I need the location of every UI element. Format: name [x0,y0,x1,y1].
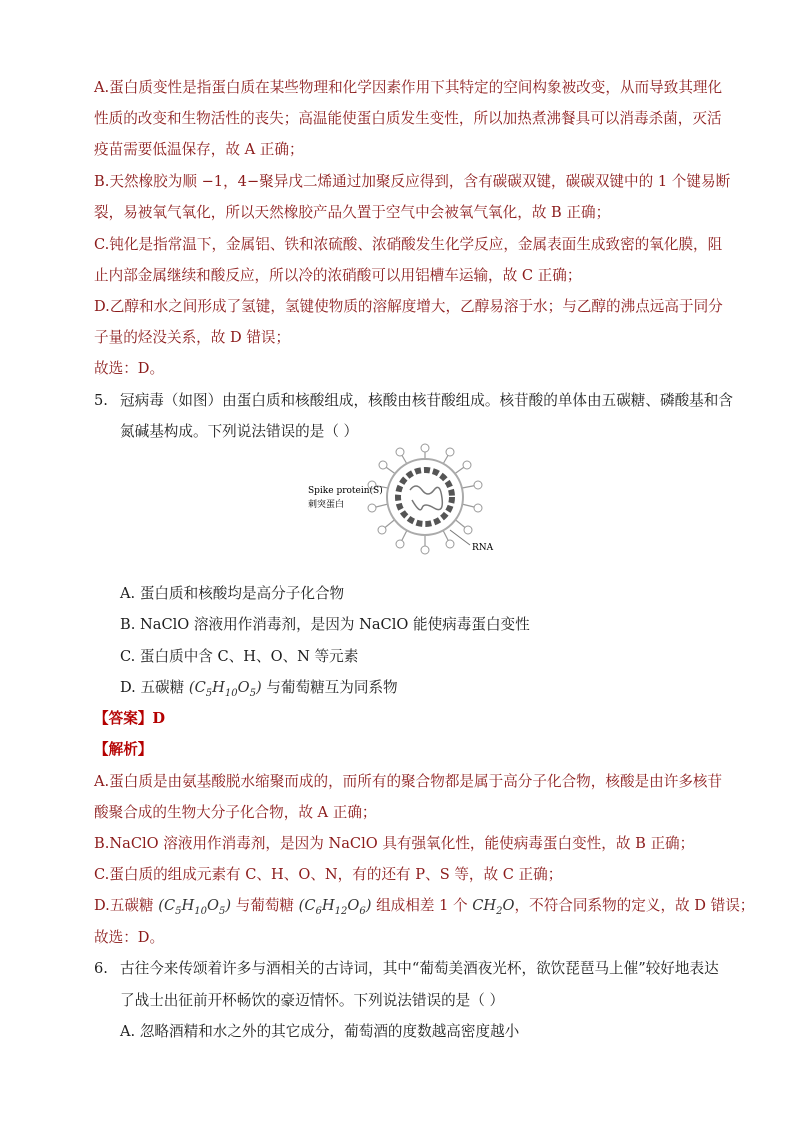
option-c: C. 蛋白质中含 C、H、O、N 等元素 [120,648,359,665]
analysis-line [94,896,754,922]
question-stem: 古往今来传颂着许多与酒相关的古诗词，其中“葡萄美酒夜光杯，欲饮琵琶马上催”较好地表达 [120,960,719,977]
spike-label-cn: 刺突蛋白 [308,500,345,510]
question-number: 6. [94,960,108,977]
analysis-line: 性质的改变和生物活性的丧失；高温能使蛋白质发生变性，所以加热煮沸餐具可以消毒杀菌，灭活 [94,110,722,127]
option-a: A. 蛋白质和核酸均是高分子化合物 [120,585,345,602]
question-stem: 冠病毒（如图）由蛋白质和核酸组成，核酸由核苷酸组成。核苷酸的单体由五碳糖、磷酸基和含 [120,392,733,409]
option-b: B. NaClO 溶液用作消毒剂，是因为 NaClO 能使病毒蛋白变性 [120,616,530,633]
analysis-line: 酸聚合成的生物大分子化合物，故 A 正确； [94,804,377,821]
analysis-text: 与葡萄糖 [231,897,299,914]
rna-label: RNA [472,543,494,553]
option-a: A. 忽略酒精和水之外的其它成分，葡萄酒的度数越高密度越小 [120,1023,520,1040]
analysis-line: B.NaClO 溶液用作消毒剂，是因为 NaClO 具有强氧化性，能使病毒蛋白变性，故 B 正确； [94,835,695,852]
analysis-line: C.钝化是指常温下，金属铝、铁和浓硫酸、浓硝酸发生化学反应，金属表面生成致密的氧化膜，阻 [94,236,723,253]
analysis-line: B.天然橡胶为顺 −1，4−聚异戊二烯通过加聚反应得到，含有碳碳双键，碳碳双键中的 1 个键易断 [94,173,731,190]
analysis-title: 【解析】 [94,741,153,758]
formula-c5h10o5: $(C_5H_{10}O_5)$ [158,897,232,917]
analysis-text: D.五碳糖 [94,897,159,914]
question-stem: 氮碱基构成。下列说法错误的是（ ） [120,423,359,440]
analysis-line: C.蛋白质的组成元素有 C、H、O、N，有的还有 P、S 等，故 C 正确； [94,866,563,883]
formula-ch2o: $CH_2O$ [472,897,515,917]
virus-figure [300,440,510,570]
option-d [120,678,398,704]
analysis-line: 疫苗需要低温保存，故 A 正确； [94,141,304,158]
analysis-line: 止内部金属继续和酸反应，所以冷的浓硝酸可以用铝槽车运输，故 C 正确； [94,267,582,284]
analysis-line: 子量的烃没关系，故 D 错误； [94,329,291,346]
analysis-text: 组成相差 1 个 [371,897,473,914]
coronavirus-diagram [300,440,510,570]
analysis-line: D.乙醇和水之间形成了氢键，氢键使物质的溶解度增大，乙醇易溶于水；与乙醇的沸点远高于同分 [94,298,723,315]
question-number: 5. [94,392,108,409]
formula-c5h10o5: $(C_5H_{10}O_5)$ [188,679,262,699]
question-stem: 了战士出征前开杯畅饮的豪迈情怀。下列说法错误的是（ ） [120,992,505,1009]
choose-line: 故选：D。 [94,360,165,377]
analysis-text: ，不符合同系物的定义，故 D 错误； [514,897,755,914]
option-d-text: 与葡萄糖互为同系物 [261,679,398,696]
option-d-text: D. 五碳糖 [120,679,189,696]
answer-label: 【答案】D [94,710,166,727]
analysis-line: 裂，易被氧气氧化，所以天然橡胶产品久置于空气中会被氧气氧化，故 B 正确； [94,204,611,221]
spike-label-en: Spike protein(S) [308,486,383,496]
analysis-line: A.蛋白质是由氨基酸脱水缩聚而成的，而所有的聚合物都是属于高分子化合物，核酸是由许多核苷 [94,773,723,790]
formula-c6h12o6: $(C_6H_{12}O_6)$ [298,897,372,917]
choose-line: 故选：D。 [94,929,165,946]
analysis-line: A.蛋白质变性是指蛋白质在某些物理和化学因素作用下其特定的空间构象被改变，从而导致其理化 [94,79,723,96]
